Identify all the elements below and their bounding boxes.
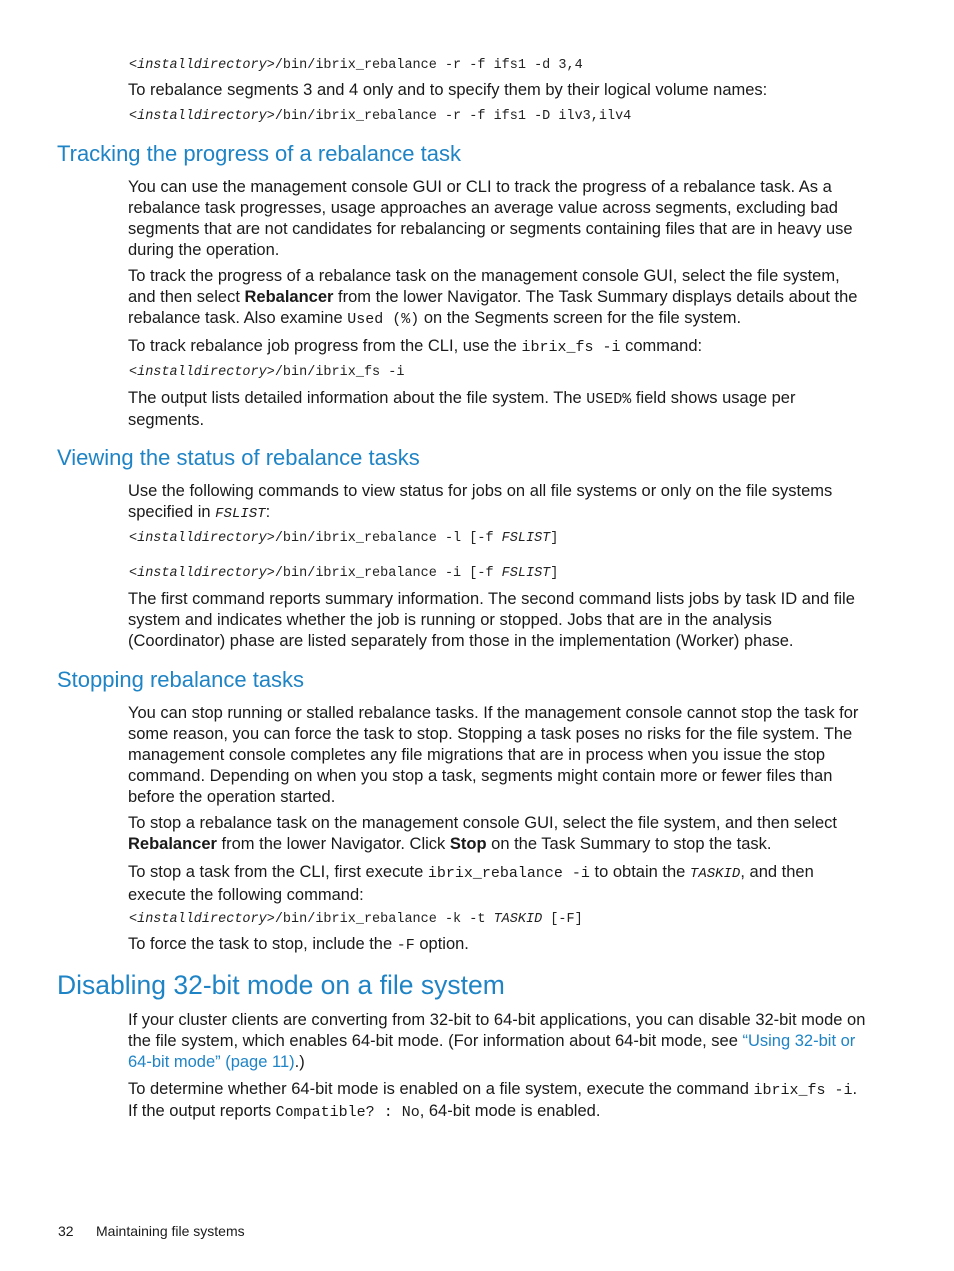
section-heading-viewing: Viewing the status of rebalance tasks	[57, 445, 420, 470]
code-line-rebalance-segments	[129, 57, 583, 75]
inline-code: Used (%)	[347, 311, 420, 328]
text: Use the following commands to view status for jobs on all file systems or only on the file systems specified in	[128, 482, 833, 521]
code-text: /bin/ibrix_rebalance -i [-f	[274, 566, 502, 581]
paragraph	[128, 862, 870, 906]
code-text: /bin/ibrix_rebalance -l [-f	[274, 531, 502, 546]
inline-code: -F	[396, 937, 415, 954]
text: If your cluster clients are converting from 32-bit to 64-bit applications, you can disable 32-bit mode on the file system, which enables 64-bit mode. (For information about 64-bit mode, see	[128, 1011, 866, 1050]
text: :	[265, 503, 271, 521]
code-install-dir: <installdirectory>	[129, 566, 275, 581]
text: To stop a task from the CLI, first execute	[128, 863, 428, 881]
page-footer	[58, 1222, 245, 1240]
inline-code: ibrix_fs -i	[521, 339, 621, 356]
code-variable: FSLIST	[501, 566, 551, 581]
text: on the Segments screen for the file system.	[419, 309, 742, 327]
text: To track rebalance job progress from the CLI, use the	[128, 337, 522, 355]
paragraph	[128, 934, 870, 956]
code-variable: FSLIST	[501, 531, 551, 546]
paragraph	[128, 813, 870, 855]
code-line-ibrix-fs	[129, 364, 404, 382]
code-text: ]	[550, 566, 559, 581]
code-text: /bin/ibrix_fs -i	[274, 365, 405, 380]
paragraph	[128, 1010, 870, 1073]
inline-code: ibrix_fs -i	[753, 1082, 853, 1099]
code-text: /bin/ibrix_rebalance -r -f ifs1 -d 3,4	[274, 58, 583, 73]
ui-term-rebalancer: Rebalancer	[244, 288, 334, 306]
paragraph: The first command reports summary information. The second command lists jobs by task ID and file system and indicates whether the job is running or stopped. Jobs that are in the analysis (Coordinator) phase are listed separately from those in the implementation (Worker) phase.	[128, 590, 855, 650]
text: To stop a rebalance task on the management console GUI, select the file system, and then select	[128, 814, 837, 832]
text: To determine whether 64-bit mode is enabled on a file system, execute the command	[128, 1080, 754, 1098]
text: .)	[294, 1053, 305, 1071]
text: , 64-bit mode is enabled.	[419, 1102, 601, 1120]
section-heading-tracking: Tracking the progress of a rebalance task	[57, 141, 461, 166]
inline-code: USED%	[586, 391, 632, 408]
ui-term-rebalancer: Rebalancer	[128, 835, 217, 853]
text: from the lower Navigator. Click	[216, 835, 450, 853]
code-line-rebalance-list	[129, 530, 558, 548]
code-text: ]	[550, 531, 559, 546]
code-text: [-F]	[542, 912, 583, 927]
paragraph	[128, 266, 870, 330]
cross-reference-link[interactable]: “Using 32-bit or 64-bit mode” (page 11)	[128, 1032, 856, 1071]
code-text: /bin/ibrix_rebalance -r -f ifs1 -D ilv3,ilv4	[274, 109, 632, 124]
paragraph: You can use the management console GUI or CLI to track the progress of a rebalance task. As a rebalance task progresses, usage approaches an average value across segments, excluding bad segments that are not candidates for rebalancing or segments containing files that are in heavy use during the operation.	[128, 178, 853, 259]
paragraph	[128, 388, 870, 431]
page-number: 32	[58, 1223, 74, 1239]
paragraph: To rebalance segments 3 and 4 only and to specify them by their logical volume names:	[128, 81, 768, 99]
code-install-dir: <installdirectory>	[129, 109, 275, 124]
code-install-dir: <installdirectory>	[129, 58, 275, 73]
text: command:	[620, 337, 703, 355]
paragraph	[128, 1079, 870, 1123]
code-install-dir: <installdirectory>	[129, 365, 275, 380]
code-install-dir: <installdirectory>	[129, 912, 275, 927]
text: . If the output reports	[128, 1080, 858, 1120]
section-heading-stopping: Stopping rebalance tasks	[57, 667, 305, 692]
paragraph	[128, 336, 870, 358]
code-line-rebalance-info	[129, 565, 558, 583]
footer-section-title: Maintaining file systems	[96, 1223, 245, 1239]
code-line-rebalance-volumes	[129, 108, 631, 126]
paragraph	[128, 481, 870, 525]
text: option.	[414, 935, 469, 953]
inline-variable: FSLIST	[215, 506, 266, 522]
code-install-dir: <installdirectory>	[129, 531, 275, 546]
text: The output lists detailed information about the file system. The	[128, 389, 587, 407]
inline-code: Compatible? : No	[275, 1104, 420, 1121]
inline-code: ibrix_rebalance -i	[427, 865, 590, 882]
code-text: /bin/ibrix_rebalance -k -t	[274, 912, 494, 927]
text: from the lower Navigator. The Task Summary displays details about the rebalance task. Also examine	[128, 288, 858, 327]
code-variable: TASKID	[493, 912, 543, 927]
text: , and then execute the following command:	[128, 863, 814, 904]
text: on the Task Summary to stop the task.	[486, 835, 772, 853]
chapter-heading-disabling: Disabling 32-bit mode on a file system	[57, 970, 505, 1000]
text: to obtain the	[589, 863, 690, 881]
text: field shows usage per segments.	[128, 389, 796, 429]
text: To track the progress of a rebalance task on the management console GUI, select the file system, and then select	[128, 267, 840, 306]
paragraph: You can stop running or stalled rebalance tasks. If the management console cannot stop the task for some reason, you can force the task to stop. Stopping a task poses no risks for the file system. The management console completes any file migrations that are in process when you issue the stop command. Depending on when you stop a task, segments might contain more or fewer files than before the operation started.	[128, 704, 859, 806]
text: To force the task to stop, include the	[128, 935, 397, 953]
inline-variable: TASKID	[689, 866, 741, 882]
code-line-rebalance-kill	[129, 911, 583, 929]
ui-term-stop: Stop	[449, 835, 487, 853]
